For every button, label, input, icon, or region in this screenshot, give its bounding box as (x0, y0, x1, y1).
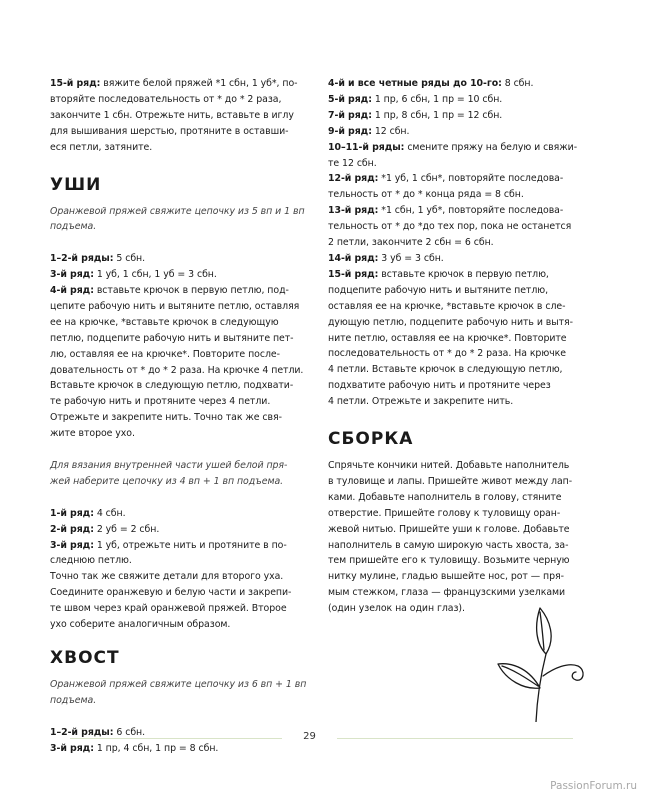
assembly-text (328, 458, 582, 617)
text-line: в туловище и лапы. Пришейте живот между лап- (328, 475, 573, 487)
text-line: те швом через край оранжевой пряжей. Второе (50, 603, 287, 615)
text-line: вставьте крючок в первую петлю, под- (93, 285, 289, 297)
row-label: 12-й ряд: (328, 173, 379, 185)
row-label: 3-й ряд: (50, 742, 94, 754)
tail-row-5 (328, 92, 582, 108)
row-label: 15-й ряд: (328, 268, 379, 280)
row-label: 14-й ряд: (328, 252, 379, 264)
inner-row-3 (50, 538, 312, 570)
text-line: подхватите рабочую нить и протяните через (328, 380, 551, 392)
text-line: Спрячьте кончики нитей. Добавьте наполнитель (328, 460, 570, 472)
tail-intro (50, 677, 312, 709)
text-line: лю, оставляя ее на крючке*. Повторите после- (50, 348, 280, 360)
text-line: Соедините оранжевую и белую части и закрепи- (50, 587, 292, 599)
inner-row-2 (50, 522, 312, 538)
text-line: тельность от * до *до тех пор, пока не останется (328, 221, 572, 233)
text-line: 2 петли, закончите 2 сбн = 6 сбн. (328, 237, 494, 249)
text-line: ухо соберите аналогичным образом. (50, 619, 231, 631)
tail-row-10-11 (328, 140, 582, 172)
text-line: те 12 сбн. (328, 157, 377, 169)
text-line: (один узелок на один глаз). (328, 603, 465, 615)
row-text: 5 сбн. (113, 253, 146, 265)
row-label: 3-й ряд: (50, 539, 94, 551)
text-line: мым стежком, глаза — французскими узелками (328, 587, 566, 599)
text-line: 4 петли. Отрежьте и закрепите нить. (328, 396, 514, 408)
row-label: 7-й ряд: (328, 109, 372, 121)
row-label: 1–2-й ряды: (50, 726, 114, 738)
row-label: 2-й ряд: (50, 523, 94, 535)
text-line: отверстие. Пришейте голову к туловищу оран- (328, 507, 561, 519)
row-text: 6 сбн. (113, 726, 146, 738)
page-number: 29 (303, 731, 316, 742)
text-line: вставьте крючок в первую петлю, (378, 268, 549, 280)
text-line: довательность от * до * 2 раза. На крючке 4 петли. (50, 364, 304, 376)
tail-row-4-even (328, 76, 582, 92)
text-line: подъема. (50, 694, 97, 706)
row-text: 8 сбн. (501, 78, 534, 89)
text-line: цепите рабочую нить и вытяните петлю, оставляя (50, 300, 300, 312)
tail-row-12 (328, 171, 582, 203)
text-line: Оранжевой пряжей свяжите цепочку из 6 вп + 1 вп (50, 678, 307, 690)
row-label: 3-й ряд: (50, 269, 94, 281)
text-line: *1 сбн, 1 уб*, повторяйте последова- (378, 205, 564, 217)
row-label: 9-й ряд: (328, 125, 372, 137)
text-line: тем пришейте его к туловищу. Возьмите черную (328, 555, 570, 567)
text-line: дующую петлю, подцепите рабочую нить и вытя- (328, 316, 573, 328)
footer-rule-right (337, 738, 573, 739)
row-label: 13-й ряд: (328, 205, 379, 217)
ears-intro (50, 204, 312, 236)
text-line: для вышивания шерстью, протяните в оставши- (50, 125, 289, 137)
tail-row-7 (328, 108, 582, 124)
tail-row-15 (328, 267, 582, 410)
text-line: Оранжевой пряжей свяжите цепочку из 5 вп и 1 вп (50, 205, 305, 217)
row-label: 1-й ряд: (50, 507, 94, 519)
ears-row-3 (50, 267, 312, 283)
text-line: оставляя ее на крючке, *вставьте крючок в сле- (328, 300, 566, 312)
text-line: последовательность от * до * 2 раза. На крючке (328, 348, 566, 360)
text-line: вторяйте последовательность от * до * 2 раза, (50, 93, 282, 105)
row-text: 1 пр, 4 сбн, 1 пр = 8 сбн. (93, 742, 219, 754)
text-line: Точно так же свяжите детали для второго уха. (50, 571, 284, 583)
tail-row-9 (328, 124, 582, 140)
ears-row-1-2 (50, 251, 312, 267)
right-column (328, 76, 582, 617)
row-label: 10–11-й ряды: (328, 141, 405, 153)
text-line: те рабочую нить и протяните через 4 петли. (50, 396, 271, 408)
text-line: тельность от * до * конца ряда = 8 сбн. (328, 189, 524, 201)
text-line: Вставьте крючок в следующую петлю, подхвати- (50, 380, 294, 392)
leaf-sprig-icon (496, 606, 588, 722)
tail-heading: ХВОСТ (50, 647, 120, 668)
text-line: вяжите белой пряжей *1 сбн, 1 уб*, по- (100, 78, 298, 89)
row-label: 4-й ряд: (50, 285, 94, 297)
row-text: 1 уб, 1 сбн, 1 уб = 3 сбн. (93, 269, 217, 281)
row-label: 4-й и все четные ряды до 10-го: (328, 78, 502, 89)
text-line: наполнитель в самую широкую часть хвоста, за- (328, 539, 569, 551)
watermark: PassionForum.ru (550, 780, 637, 792)
row-label: 1–2-й ряды: (50, 253, 114, 265)
row-text: 12 сбн. (371, 125, 410, 137)
text-line: жей наберите цепочку из 4 вп + 1 вп подъема. (50, 475, 284, 487)
left-column (50, 76, 312, 756)
text-line: подъема. (50, 221, 97, 233)
text-line: *1 уб, 1 сбн*, повторяйте последова- (378, 173, 564, 185)
row-label: 5-й ряд: (328, 93, 372, 105)
text-line: смените пряжу на белую и свяжи- (404, 141, 578, 153)
inner-row-1 (50, 506, 312, 522)
text-line: 4 петли. Вставьте крючок в следующую петлю, (328, 364, 563, 376)
text-line: жите второе ухо. (50, 428, 135, 440)
tail-row-14 (328, 251, 582, 267)
row-text: 2 уб = 2 сбн. (93, 523, 160, 535)
text-line: подцепите рабочую нить и вытяните петлю, (328, 284, 549, 296)
assembly-heading: СБОРКА (328, 429, 414, 450)
text-line: 1 уб, отрежьте нить и протяните в по- (93, 539, 287, 551)
row-label: 15-й ряд: (50, 78, 101, 89)
tail-row-13 (328, 203, 582, 251)
row-text: 1 пр, 8 сбн, 1 пр = 12 сбн. (371, 109, 503, 121)
text-line: жевой нитью. Пришейте уши к голове. Добавьте (328, 523, 570, 535)
row-15-paragraph (50, 76, 312, 156)
text-line: Отрежьте и закрепите нить. Точно так же свя- (50, 412, 282, 424)
row-text: 3 уб = 3 сбн. (378, 252, 444, 264)
text-line: закончите 1 сбн. Отрежьте нить, вставьте в иглу (50, 109, 294, 121)
ears-assembly-text (50, 569, 312, 633)
text-line: ками. Добавьте наполнитель в голову, стяните (328, 491, 562, 503)
text-line: ните петлю, оставляя ее на крючке*. Повторите (328, 332, 567, 344)
text-line: нитку мулине, гладью вышейте нос, рот — пря- (328, 571, 564, 583)
text-line: следнюю петлю. (50, 555, 132, 567)
ears-inner-intro (50, 458, 312, 490)
text-line: Для вязания внутренней части ушей белой пря- (50, 460, 288, 471)
row-text: 1 пр, 6 сбн, 1 пр = 10 сбн. (371, 93, 503, 105)
ears-heading: УШИ (50, 174, 102, 195)
text-line: петлю, подцепите рабочую нить и вытяните пет- (50, 332, 294, 344)
tail-row-3 (50, 741, 312, 757)
text-line: еся петли, затяните. (50, 141, 153, 153)
ears-row-4 (50, 283, 312, 442)
text-line: ее на крючке, *вставьте крючок в следующую (50, 316, 279, 328)
row-text: 4 сбн. (93, 507, 126, 519)
